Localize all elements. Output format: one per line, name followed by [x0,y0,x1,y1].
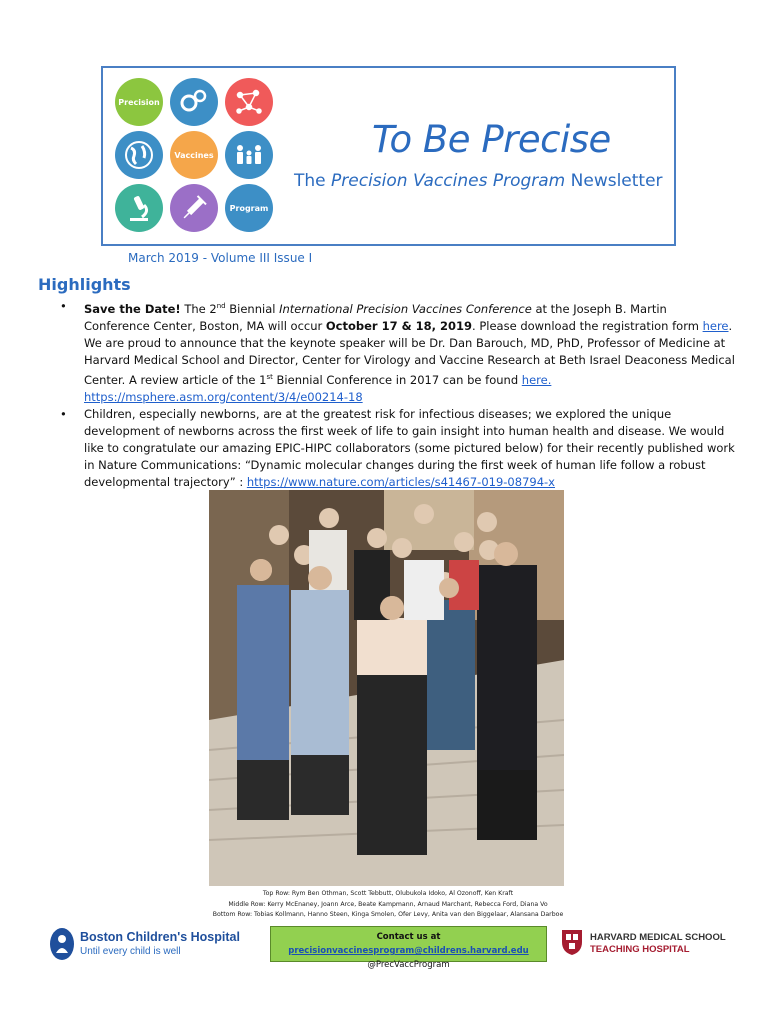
group-photo [209,490,564,886]
network-icon [225,78,273,126]
newsletter-title: To Be Precise [372,118,611,161]
highlights-heading: Highlights [38,275,131,294]
globe-icon [115,131,163,179]
boston-childrens-logo [48,925,248,965]
review-article-link[interactable]: here. [521,372,552,387]
hms-line1: HARVARD MEDICAL SCHOOL [590,932,726,943]
harvard-shield-icon [560,928,584,956]
contact-email-link[interactable]: precisionvaccinesprogram@childrens.harvard.edu [288,946,529,956]
vaccines-circle: Vaccines [170,131,218,179]
bch-shield-icon [48,927,76,961]
syringe-icon [170,184,218,232]
msphere-link[interactable]: https://msphere.asm.org/content/3/4/e00214-18 [84,389,363,404]
bch-tagline: Until every child is well [80,946,181,957]
harvard-medical-school-logo [560,926,730,960]
twitter-handle: @PrecVaccProgram [367,960,450,970]
gears-icon [170,78,218,126]
family-icon [225,131,273,179]
photo-caption: Top Row: Rym Ben Othman, Scott Tebbutt, Olubukola Idoko, Al Ozonoff, Ken Kraft Middle Row: Kerry McEnaney, Joann Arce, Beate Kampmann, Arnaud Marchant, Rebecca Ford, Diana Vo Bottom Row: Tobias Kollmann, Hanno Steen, Kinga Smolen, Ofer Levy, Anita van den Biggelaar, Alansana Darboe [212,890,564,918]
registration-link[interactable]: here [702,318,729,333]
hms-line2: TEACHING HOSPITAL [590,944,690,955]
list-item: • Save the Date! The 2nd Biennial International Precision Vaccines Conference at the Joseph B. Martin Conference Center, Boston, MA will occur October 17 & 18, 2019. Please download the registration form here. We are proud to announce that the keynote speaker will be Dr. Dan Barouch, MD, PhD, Professor of Medicine at Harvard Medical School and Director, Center for Virology and Vaccine Research at Beth Israel Deaconess Medical Center. A review article of the 1st Biennial Conference in 2017 can be found here. https://msphere.asm.org/content/3/4/e00214-18 [60,298,736,406]
newsletter-subtitle: The Precision Vaccines Program Newsletter [294,171,663,191]
precision-circle: Precision [115,78,163,126]
contact-box: Contact us at precisionvaccinesprogram@childrens.harvard.edu @PrecVaccProgram [270,926,547,962]
microscope-icon [115,184,163,232]
highlights-list [60,298,736,491]
bch-name: Boston Children's Hospital [80,930,240,944]
list-item: • Children, especially newborns, are at the greatest risk for infectious diseases; we explored the unique development of newborns across the first week of life to gain insight into human health and disease. We would like to congratulate our amazing EPIC-HIPC collaborators (some pictured below) for their recently published work in Nature Communications: “Dynamic molecular changes during the first week of human life follow a robust developmental trajectory” : https://www.nature.com/articles/s41467-019-08794-x [60,406,736,491]
nature-article-link[interactable]: https://www.nature.com/articles/s41467-019-08794-x [246,474,555,489]
program-circle: Program [225,184,273,232]
issue-line: March 2019 - Volume III Issue I [128,251,313,265]
